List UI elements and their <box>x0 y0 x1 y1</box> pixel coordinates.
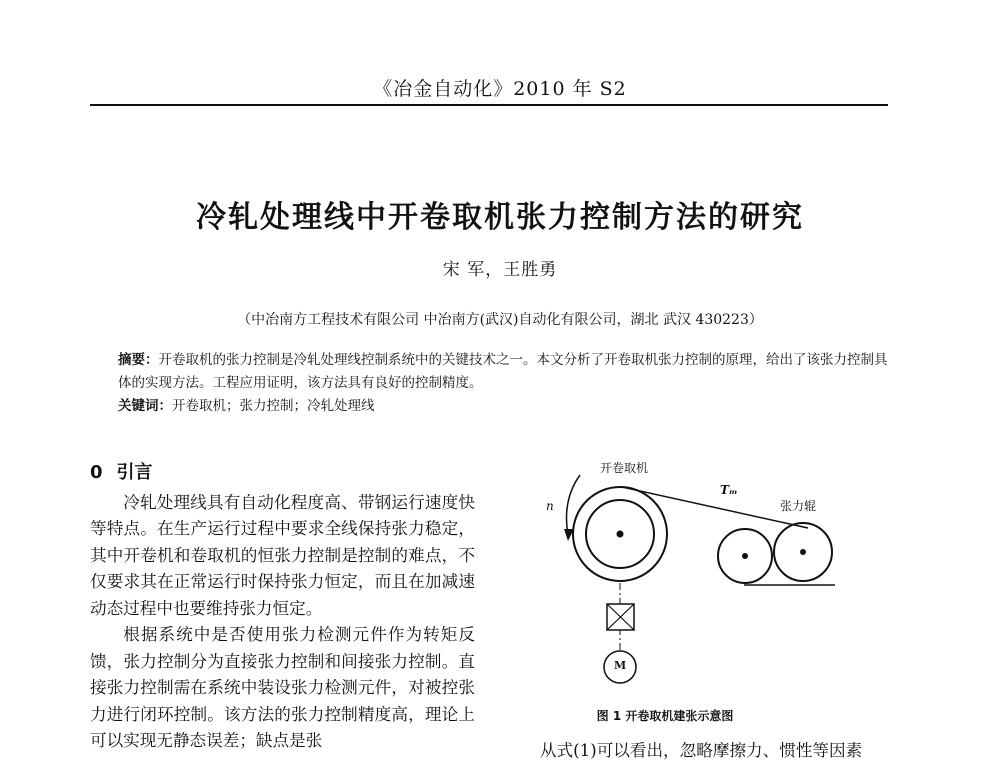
tension-roll-1-center <box>742 553 748 559</box>
affiliation: （中冶南方工程技术有限公司 中冶南方(武汉)自动化有限公司，湖北 武汉 430223） <box>237 312 763 328</box>
abstract-label: 摘要： <box>118 352 159 368</box>
uncoiler-center <box>617 531 624 538</box>
speed-symbol: n <box>546 499 554 513</box>
journal-header: 《冶金自动化》2010 年 S2 <box>373 78 627 100</box>
header-rule <box>90 104 888 106</box>
figure-caption: 图 1 开卷取机建张示意图 <box>596 709 734 723</box>
section-title: 引言 <box>116 462 153 483</box>
left-column <box>90 460 475 755</box>
section-heading <box>90 460 475 487</box>
paper-title: 冷轧处理线中开卷取机张力控制方法的研究 <box>196 200 804 235</box>
keywords <box>118 395 888 418</box>
body-paragraph: 根据系统中是否使用张力检测元件作为转矩反馈，张力控制分为直接张力控制和间接张力控制。直接张力控制需在系统中装设张力检测元件，对被控张力进行闭环控制。该方法的张力控制精度高，理论上可以实现无静态误差；缺点是张 <box>90 625 475 750</box>
abstract-text: 开卷取机的张力控制是冷轧处理线控制系统中的关键技术之一。本文分析了开卷取机张力控制的原理，给出了该张力控制具体的实现方法。工程应用证明，该方法具有良好的控制精度。 <box>118 352 888 391</box>
authors: 宋 军，王胜勇 <box>442 260 558 280</box>
uncoiler-label: 开卷取机 <box>600 461 649 475</box>
abstract-block <box>118 349 888 418</box>
body-paragraph: 冷轧处理线具有自动化程度高、带钢运行速度快等特点。在生产运行过程中要求全线保持张力稳定，其中开卷机和卷取机的恒张力控制是控制的难点，不仅要求其在正常运行时保持张力恒定，而且在加减速动态过程中也要维持张力恒定。 <box>90 492 475 618</box>
section-number: 0 <box>90 462 103 483</box>
figure-1 <box>540 455 900 723</box>
tension-roll-2-center <box>800 549 806 555</box>
keywords-label: 关键词： <box>118 398 172 414</box>
abstract <box>118 349 888 395</box>
motor-label: M <box>614 659 627 672</box>
tension-symbol: Tₘ <box>720 483 738 497</box>
keywords-text: 开卷取机；张力控制；冷轧处理线 <box>172 398 375 414</box>
tension-roll-label: 张力辊 <box>780 499 817 513</box>
right-column-text: 从式(1)可以看出，忽略摩擦力、惯性等因素 <box>540 741 863 760</box>
